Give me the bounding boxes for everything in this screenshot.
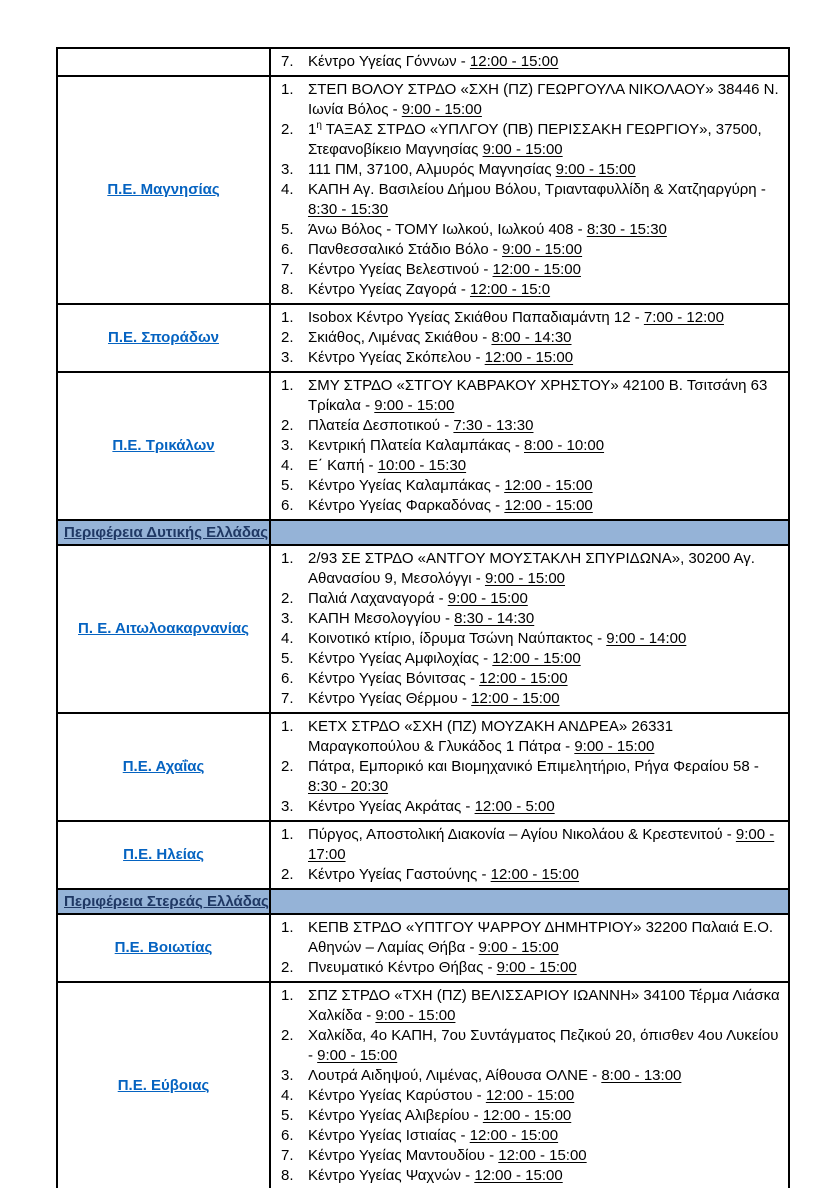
item-text-block [308,1146,784,1166]
item-text-block [308,1086,784,1106]
item-text: Κεντρική Πλατεία Καλαμπάκας - [308,437,524,454]
item-hours: 7:00 - 12:00 [643,309,724,326]
item-hours: 8:00 - 10:00 [524,437,605,454]
list-item [281,260,784,280]
item-number: 1. [281,718,294,735]
list-item [281,308,784,328]
item-text: Κέντρο Υγείας Βελεστινού - [308,261,493,278]
list-item [281,1066,784,1086]
item-number: 6. [281,1127,294,1144]
list-item [281,52,784,72]
item-text-block [308,348,784,368]
item-text: Κέντρο Υγείας Ζαγορά - [308,281,470,298]
list-item [281,1026,784,1066]
table-row-5 [58,546,788,714]
locations-cell [271,915,788,981]
item-hours: 12:00 - 15:00 [484,349,574,366]
section-header-spacer-cell [271,521,788,544]
item-hours: 8:00 - 14:30 [491,329,572,346]
item-text-block [308,1026,784,1066]
region-link[interactable]: Π. Ε. Αιτωλοακαρνανίας [78,620,249,637]
table-row-3 [58,373,788,521]
item-text: Πλατεία Δεσποτικού - [308,417,454,434]
item-hours: 8:30 - 20:30 [308,778,389,795]
item-number: 7. [281,261,294,278]
item-text-block [308,865,784,885]
section-header-spacer-cell [271,890,788,913]
region-link[interactable]: Π.Ε. Βοιωτίας [114,939,213,956]
item-number: 6. [281,241,294,258]
item-text: Κοινοτικό κτίριο, ίδρυμα Τσώνη Ναύπακτος - [308,630,607,647]
item-text-block [308,52,784,72]
section-header-label: Περιφέρεια Στερεάς Ελλάδας [64,893,269,910]
table-row-1 [58,77,788,305]
item-number: 2. [281,866,294,883]
item-text: Πάτρα, Εμπορικό και Βιομηχανικό Επιμελητήριο, Ρήγα Φεραίου 58 - [308,758,759,775]
item-number: 7. [281,53,294,70]
item-number: 2. [281,590,294,607]
item-number: 5. [281,477,294,494]
list-item [281,1146,784,1166]
locations-cell [271,983,788,1188]
item-number: 1. [281,826,294,843]
item-number: 2. [281,1027,294,1044]
locations-cell [271,822,788,888]
item-text-block [308,649,784,669]
item-hours: 12:00 - 15:0 [469,281,551,298]
item-hours: 12:00 - 15:00 [471,690,560,707]
item-text: η [316,120,322,131]
list-item [281,549,784,589]
list-item [281,280,784,300]
item-number: 2. [281,121,294,138]
item-hours: 9:00 - 15:00 [496,959,577,976]
section-header-row [58,890,788,915]
regions-table [56,47,790,1188]
item-hours: 8:00 - 13:00 [601,1067,682,1084]
region-cell [58,373,271,519]
list-item [281,986,784,1026]
item-hours: 9:00 - 15:00 [447,590,528,607]
item-number: 3. [281,437,294,454]
item-number: 4. [281,1087,294,1104]
list-item [281,797,784,817]
item-number: 2. [281,758,294,775]
item-hours: 9:00 - 15:00 [478,939,559,956]
list-item [281,1126,784,1146]
item-number: 4. [281,630,294,647]
item-text-block [308,240,784,260]
list-item [281,348,784,368]
item-hours: 12:00 - 15:00 [479,670,568,687]
item-text-block [308,328,784,348]
item-hours: 12:00 - 15:00 [504,497,593,514]
item-number: 6. [281,670,294,687]
item-hours: 12:00 - 15:00 [469,1127,559,1144]
region-link[interactable]: Π.Ε. Τρικάλων [112,437,215,454]
item-text: Κέντρο Υγείας Γόννων - [308,53,470,70]
item-number: 8. [281,281,294,298]
item-text-block [308,549,784,589]
region-cell [58,546,271,712]
item-hours: 12:00 - 15:00 [492,261,581,278]
item-text: Πνευματικό Κέντρο Θήβας - [308,959,497,976]
list-item [281,958,784,978]
list-item [281,476,784,496]
section-header-row [58,521,788,546]
item-hours: 12:00 - 15:00 [504,477,593,494]
table-row-0 [58,49,788,77]
item-text: ΚΕΤΧ ΣΤΡΔΟ «ΣΧΗ (ΠΖ) ΜΟΥΖΑΚΗ ΑΝΔΡΕΑ» 26331 Μαραγκοπούλου & Γλυκάδος 1 Πάτρα - [308,718,674,755]
list-item [281,1166,784,1186]
item-text: ΚΑΠΗ Αγ. Βασιλείου Δήμου Βόλου, Τριανταφυλλίδη & Χατζηαργύρη - [308,181,766,198]
item-text: Κέντρο Υγείας Μαντουδίου - [308,1147,499,1164]
item-text-block [308,1126,784,1146]
region-cell [58,49,271,75]
item-hours: 12:00 - 15:00 [485,1087,575,1104]
item-hours: 9:00 - 15:00 [555,161,636,178]
item-text-block [308,436,784,456]
region-link[interactable]: Π.Ε. Σποράδων [108,329,219,346]
item-hours: 12:00 - 15:00 [492,650,581,667]
item-text-block [308,689,784,709]
item-number: 1. [281,377,294,394]
list-item [281,220,784,240]
item-text: Πανθεσσαλικό Στάδιο Βόλο - [308,241,503,258]
item-hours: 9:00 - 15:00 [401,101,482,118]
locations-cell [271,77,788,303]
region-cell [58,305,271,371]
list-item [281,416,784,436]
item-text: Κέντρο Υγείας Σκόπελου - [308,349,485,366]
item-text: Άνω Βόλος - ΤΟΜΥ Ιωλκού, Ιωλκού 408 - [308,221,587,238]
item-hours: 9:00 - 15:00 [374,397,455,414]
section-header-cell [58,890,271,913]
item-text: Κέντρο Υγείας Ακράτας - [308,798,475,815]
list-item [281,918,784,958]
list-item [281,1106,784,1126]
list-item [281,717,784,757]
item-text: 111 ΠΜ, 37100, Αλμυρός Μαγνησίας [308,161,556,178]
item-number: 3. [281,798,294,815]
list-item [281,865,784,885]
item-text: Λουτρά Αιδηψού, Λιμένας, Αίθουσα ΟΛΝΕ - [308,1067,602,1084]
item-hours: 9:00 - 15:00 [375,1007,456,1024]
region-cell [58,77,271,303]
item-hours: 12:00 - 5:00 [474,798,555,815]
list-item [281,80,784,120]
item-hours: 9:00 - 14:00 [606,630,687,647]
item-number: 3. [281,1067,294,1084]
item-hours: 9:00 - 15:00 [574,738,655,755]
item-hours: 12:00 - 15:00 [474,1167,563,1184]
item-text-block [308,757,784,797]
table-row-7 [58,822,788,890]
item-text-block [308,160,784,180]
item-text: ΚΕΠΒ ΣΤΡΔΟ «ΥΠΤΓΟΥ ΨΑΡΡΟΥ ΔΗΜΗΤΡΙΟΥ» 32200 Παλαιά Ε.Ο. Αθηνών – Λαμίας Θήβα - [308,919,774,956]
list-item [281,825,784,865]
item-text: Παλιά Λαχαναγορά - [308,590,448,607]
item-text-block [308,669,784,689]
item-hours: 12:00 - 15:00 [482,1107,572,1124]
list-item [281,649,784,669]
item-text: Κέντρο Υγείας Καρύστου - [308,1087,486,1104]
item-text: ΣΠΖ ΣΤΡΔΟ «ΤΧΗ (ΠΖ) ΒΕΛΙΣΣΑΡΙΟΥ ΙΩΑΝΝΗ» 34100 Τέρμα Λιάσκα Χαλκίδα - [308,987,780,1024]
table-row-6 [58,714,788,822]
item-number: 6. [281,497,294,514]
item-text: Κέντρο Υγείας Θέρμου - [308,690,472,707]
item-number: 3. [281,610,294,627]
item-hours: 10:00 - 15:30 [377,457,467,474]
list-item [281,456,784,476]
item-text: Πύργος, Αποστολική Διακονία – Αγίου Νικολάου & Κρεστενιτού - [308,826,736,843]
item-text: Κέντρο Υγείας Βόνιτσας - [308,670,480,687]
item-text-block [308,958,784,978]
item-hours: 8:30 - 15:30 [586,221,667,238]
item-text-block [308,825,784,865]
item-hours: 7:30 - 13:30 [453,417,534,434]
list-item [281,496,784,516]
list-item [281,589,784,609]
item-text: 2/93 ΣΕ ΣΤΡΔΟ «ΑΝΤΓΟΥ ΜΟΥΣΤΑΚΛΗ ΣΠΥΡΙΔΩΝΑ», 30200 Αγ. Αθανασίου 9, Μεσολόγγι - [308,550,755,587]
item-hours: 8:30 - 15:30 [308,201,389,218]
item-text-block [308,1106,784,1126]
item-text-block [308,717,784,757]
item-text: Κέντρο Υγείας Καλαμπάκας - [308,477,505,494]
table-row-2 [58,305,788,373]
item-number: 8. [281,1167,294,1184]
item-text-block [308,308,784,328]
region-link[interactable]: Π.Ε. Αχαΐας [122,758,205,775]
item-number: 7. [281,1147,294,1164]
locations-cell [271,546,788,712]
list-item [281,120,784,160]
item-hours: 12:00 - 15:00 [498,1147,587,1164]
item-text-block [308,609,784,629]
list-item [281,629,784,649]
item-text-block [308,180,784,220]
item-text-block [308,280,784,300]
list-item [281,757,784,797]
locations-cell [271,373,788,519]
item-text-block [308,456,784,476]
item-text: Κέντρο Υγείας Αλιβερίου - [308,1107,483,1124]
region-cell [58,983,271,1188]
region-link[interactable]: Π.Ε. Εύβοιας [117,1077,210,1094]
item-number: 1. [281,987,294,1004]
list-item [281,436,784,456]
item-number: 1. [281,81,294,98]
item-text: ΤΑΞΑΣ ΣΤΡΔΟ «ΥΠΛΓΟΥ (ΠΒ) ΠΕΡΙΣΣΑΚΗ ΓΕΩΡΓΙΟΥ», 37500, Στεφανοβίκειο Μαγνησίας [308,121,762,158]
item-number: 1. [281,550,294,567]
item-hours: 8:30 - 14:30 [454,610,535,627]
item-number: 2. [281,329,294,346]
item-number: 4. [281,457,294,474]
item-text: Κέντρο Υγείας Γαστούνης - [308,866,491,883]
item-text: Κέντρο Υγείας Ψαχνών - [308,1167,475,1184]
item-number: 5. [281,650,294,667]
item-text-block [308,80,784,120]
item-number: 3. [281,349,294,366]
item-text-block [308,376,784,416]
item-text-block [308,120,784,160]
table-row-9 [58,915,788,983]
item-text-block [308,629,784,649]
item-text-block [308,220,784,240]
item-text: 1 [308,121,317,138]
item-text: Κέντρο Υγείας Ιστιαίας - [308,1127,470,1144]
item-text-block [308,589,784,609]
item-hours: 9:00 - 15:00 [317,1047,398,1064]
item-hours: 9:00 - 15:00 [502,241,583,258]
item-text-block [308,797,784,817]
section-header-cell [58,521,271,544]
locations-cell [271,714,788,820]
item-text: ΣΜΥ ΣΤΡΔΟ «ΣΤΓΟΥ ΚΑΒΡΑΚΟΥ ΧΡΗΣΤΟΥ» 42100 Β. Τσιτσάνη 63 Τρίκαλα - [308,377,768,414]
region-cell [58,714,271,820]
item-text-block [308,1166,784,1186]
item-text: ΚΑΠΗ Μεσολογγίου - [308,610,455,627]
item-text-block [308,476,784,496]
item-hours: 12:00 - 15:00 [469,53,559,70]
section-header-label: Περιφέρεια Δυτικής Ελλάδας [64,524,269,541]
locations-cell [271,305,788,371]
item-text-block [308,986,784,1026]
item-number: 1. [281,309,294,326]
item-number: 4. [281,181,294,198]
item-text: Σκιάθος, Λιμένας Σκιάθου - [308,329,492,346]
item-text: Κέντρο Υγείας Φαρκαδόνας - [308,497,505,514]
item-text: ΣΤΕΠ ΒΟΛΟΥ ΣΤΡΔΟ «ΣΧΗ (ΠΖ) ΓΕΩΡΓΟΥΛΑ ΝΙΚΟΛΑΟΥ» 38446 Ν. Ιωνία Βόλος - [308,81,779,118]
list-item [281,328,784,348]
item-text: Χαλκίδα, 4ο ΚΑΠΗ, 7ου Συντάγματος Πεζικού 20, όπισθεν 4ου Λυκείου - [308,1027,779,1064]
item-text-block [308,496,784,516]
region-cell [58,915,271,981]
list-item [281,1086,784,1106]
list-item [281,160,784,180]
region-link[interactable]: Π.Ε. Μαγνησίας [107,181,220,198]
item-hours: 9:00 - 15:00 [482,141,563,158]
region-cell [58,822,271,888]
item-number: 1. [281,919,294,936]
item-text-block [308,918,784,958]
list-item [281,376,784,416]
list-item [281,689,784,709]
item-number: 2. [281,417,294,434]
locations-cell [271,49,788,75]
item-text: Κέντρο Υγείας Αμφιλοχίας - [308,650,493,667]
item-text-block [308,1066,784,1086]
item-hours: 9:00 - 17:00 [308,826,775,863]
item-text: Ε΄ Καπή - [308,457,378,474]
item-hours: 9:00 - 15:00 [484,570,566,587]
table-row-10 [58,983,788,1188]
item-number: 2. [281,959,294,976]
item-text-block [308,416,784,436]
list-item [281,669,784,689]
item-number: 5. [281,1107,294,1124]
item-number: 3. [281,161,294,178]
list-item [281,180,784,220]
item-hours: 12:00 - 15:00 [490,866,580,883]
list-item [281,609,784,629]
list-item [281,240,784,260]
region-link[interactable]: Π.Ε. Ηλείας [123,846,204,863]
item-number: 5. [281,221,294,238]
item-number: 7. [281,690,294,707]
item-text-block [308,260,784,280]
item-text: Isobox Κέντρο Υγείας Σκιάθου Παπαδιαμάντη 12 - [308,309,644,326]
